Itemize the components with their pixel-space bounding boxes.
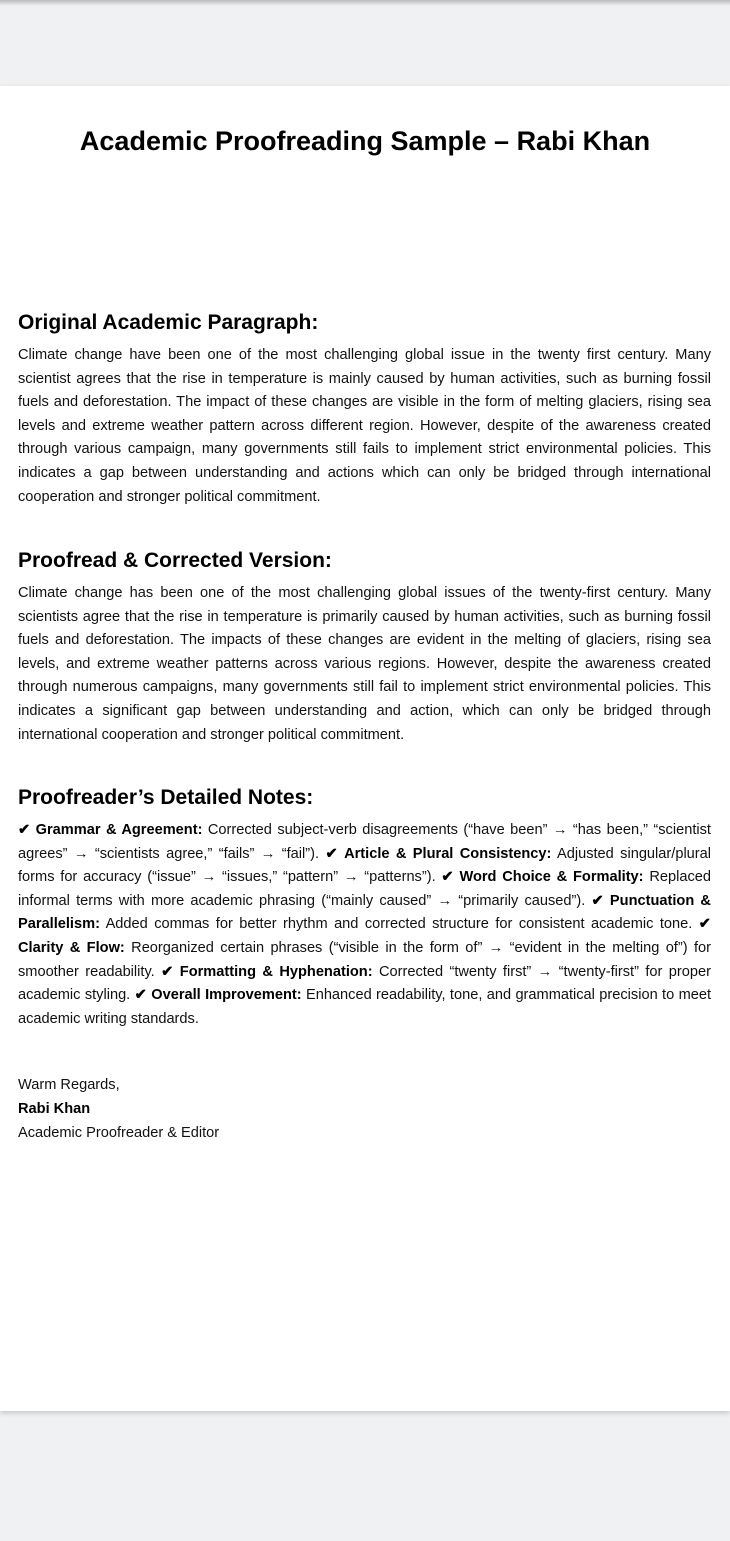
checkmark-icon: ✔ (325, 845, 338, 862)
original-paragraph-section (18, 310, 711, 509)
checkmark-icon: ✔ (441, 869, 454, 886)
signature-role: Academic Proofreader & Editor (18, 1125, 220, 1141)
note-text: Adjusted singular/plural forms for accuracy (“issue” → “issues,” “pattern” → “patterns”). (18, 845, 712, 886)
checkmark-icon: ✔ (134, 987, 147, 1004)
checkmark-icon: ✔ (161, 963, 174, 980)
signature-name: Rabi Khan (18, 1101, 91, 1117)
note-text: Enhanced readability, tone, and grammatical precision to meet academic writing standards. (18, 987, 712, 1027)
note-text: Added commas for better rhythm and corrected structure for consistent academic tone. (105, 916, 693, 933)
checkmark-icon: ✔ (591, 892, 604, 909)
note-label: Article & Plural Consistency: (344, 845, 552, 862)
checkmark-icon: ✔ (698, 916, 712, 933)
note-label: Formatting & Hyphenation: (179, 963, 373, 980)
note-text: Corrected subject-verb disagreements (“have been” → “has been,” “scientist agrees” → “scientists agree,” “fails” → “fail”). (18, 822, 711, 862)
note-label: Grammar & Agreement: (35, 822, 203, 838)
document-page (0, 86, 730, 1411)
note-text: Corrected “twenty first” → “twenty-first” for proper academic styling. (18, 963, 711, 1004)
note-text: Replaced informal terms with more academic phrasing (“mainly caused” → “primarily caused”). (18, 869, 711, 909)
note-label: Overall Improvement: (151, 987, 302, 1004)
detailed-notes-heading: Proofreader’s Detailed Notes: (18, 786, 314, 809)
note-text: Reorganized certain phrases (“visible in the form of” → “evident in the melting of”) for smoother readability. (18, 939, 711, 980)
checkmark-icon: ✔ (18, 822, 31, 838)
original-paragraph-text: Climate change have been one of the most challenging global issue in the twenty first century. Many scientist agrees that the rise in temperature is mainly caused by human activities, such as burning fossil fuels and deforestation. The impact of these changes are visible in the form of melting glaciers, rising sea levels and extreme weather pattern across different region. However, despite of the awareness created through various campaign, many governments still fails to implement strict environmental policies. This indicates a gap between understanding and actions which can only be bridged through international cooperation and stronger political commitment. (18, 347, 711, 505)
corrected-version-section (18, 548, 711, 747)
viewer-top-edge-shadow (0, 0, 730, 6)
corrected-version-text: Climate change has been one of the most challenging global issues of the twenty-first century. Many scientists agree that the rise in temperature is primarily caused by human activities, such as burning fossil fuels and deforestation. The impacts of these changes are evident in the melting of glaciers, rising sea levels, and extreme weather patterns across various regions. However, despite the awareness created through numerous campaigns, many governments still fail to implement strict environmental policies. This indicates a significant gap between understanding and action, which can only be bridged through international cooperation and stronger political commitment. (18, 585, 711, 743)
original-paragraph-heading: Original Academic Paragraph: (18, 311, 319, 334)
signature-closing: Warm Regards, (18, 1077, 120, 1093)
detailed-notes-section (18, 785, 711, 1031)
note-label: Punctuation & Parallelism: (18, 892, 711, 933)
note-label: Word Choice & Formality: (459, 869, 644, 886)
corrected-version-heading: Proofread & Corrected Version: (18, 549, 332, 572)
detailed-notes-text (18, 819, 711, 1031)
signature-block (18, 1073, 219, 1145)
note-label: Clarity & Flow: (18, 939, 125, 956)
document-title: Academic Proofreading Sample – Rabi Khan (79, 126, 651, 156)
